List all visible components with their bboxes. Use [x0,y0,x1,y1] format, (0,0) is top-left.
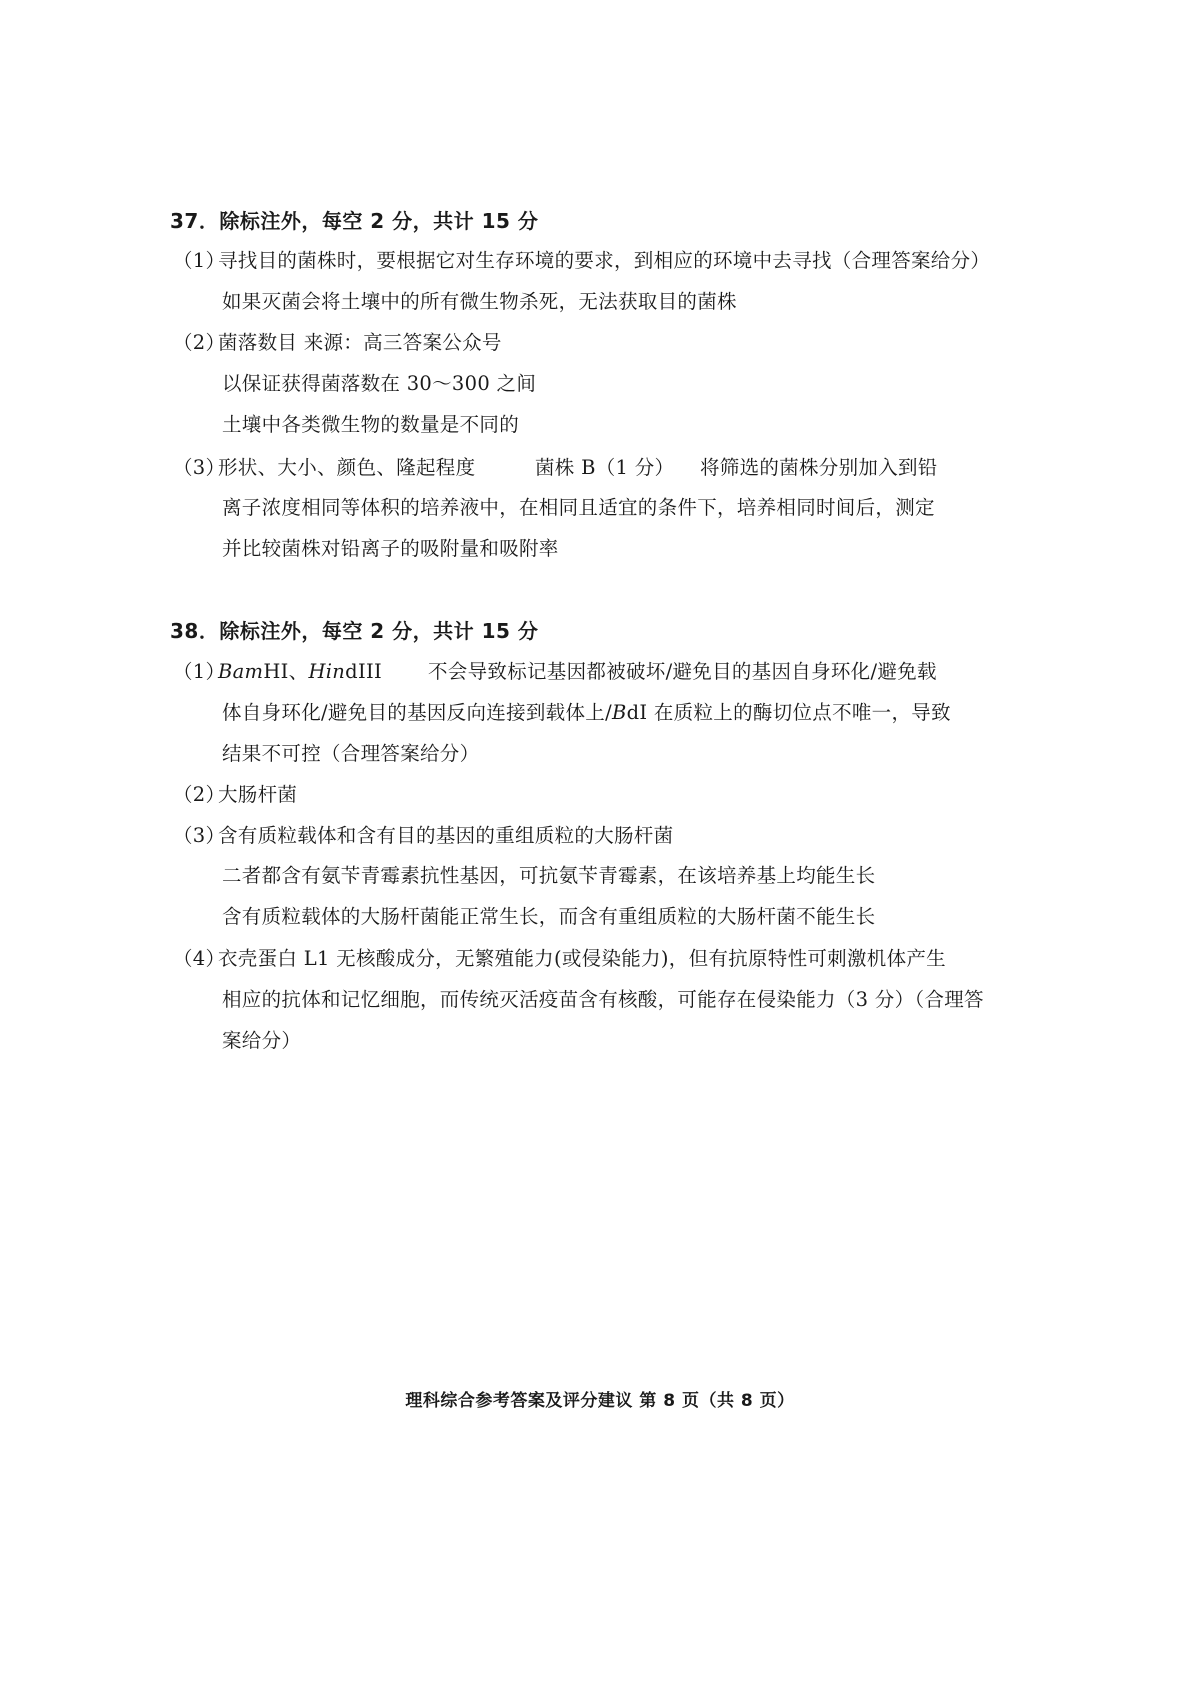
q37-p2-number: （2） [173,331,226,354]
q37-p3-part-b: 菌株 B（1 分） [535,456,675,479]
q38-enzyme2-rest: dIII [345,660,382,683]
q38-p3-line3: 含有质粒载体的大肠杆菌能正常生长，而含有重组质粒的大肠杆菌不能生长 [222,905,876,928]
q37-p1-line2: 如果灭菌会将土壤中的所有微生物杀死，无法获取目的菌株 [222,290,737,313]
q37-p1-line1: 寻找目的菌株时，要根据它对生存环境的要求，到相应的环境中去寻找（合理答案给分） [218,249,991,272]
q38-p3-line2: 二者都含有氨苄青霉素抗性基因，可抗氨苄青霉素，在该培养基上均能生长 [222,864,876,887]
q37-p3-number: （3） [173,456,226,479]
q38-p1-line2-a: 体自身环化/避免目的基因反向连接到载体上/ [222,701,612,724]
q37-heading: 37．除标注外，每空 2 分，共计 15 分 [170,209,539,233]
q38-p3-number: （3） [173,824,226,847]
q38-enzyme1-italic: Bam [218,660,264,683]
q38-p1-line2 [222,697,951,725]
q37-p3-part-c: 将筛选的菌株分别加入到铅 [700,456,938,479]
q37-p3-part-a: 形状、大小、颜色、隆起程度 [218,456,476,479]
q38-p4-line2: 相应的抗体和记忆细胞，而传统灭活疫苗含有核酸，可能存在侵染能力（3 分）（合理答 [222,988,984,1011]
q38-p2-number: （2） [173,783,226,806]
q38-p4-line1: 衣壳蛋白 L1 无核酸成分，无繁殖能力(或侵染能力)，但有抗原特性可刺激机体产生 [218,947,946,970]
q38-p1-line3: 结果不可控（合理答案给分） [222,742,480,765]
q37-p2-line3: 土壤中各类微生物的数量是不同的 [222,413,520,436]
q38-p4-number: （4） [173,947,226,970]
q38-enzyme1-rest: HI、 [263,660,309,683]
page-footer: 理科综合参考答案及评分建议 第 8 页（共 8 页） [405,1391,795,1411]
q38-enzyme2-italic: Hin [308,660,346,683]
q38-p2-line1: 大肠杆菌 [218,783,298,806]
q38-p4-line3: 案给分） [222,1029,302,1052]
q38-p3-line1: 含有质粒载体和含有目的基因的重组质粒的大肠杆菌 [218,824,674,847]
q37-p1-number: （1） [173,249,226,272]
q38-p1-line2-italic: B [611,701,627,724]
q38-p1-part-b: 不会导致标记基因都被破坏/避免目的基因自身环化/避免载 [428,660,937,683]
q38-p1-enzymes [218,656,382,684]
q38-p1-line2-b: dI 在质粒上的酶切位点不唯一，导致 [626,701,951,724]
q37-p3-line3: 并比较菌株对铅离子的吸附量和吸附率 [222,537,559,560]
q37-p3-line2: 离子浓度相同等体积的培养液中，在相同且适宜的条件下，培养相同时间后，测定 [222,496,935,519]
q38-heading: 38．除标注外，每空 2 分，共计 15 分 [170,619,539,643]
q38-p1-number: （1） [173,660,226,683]
q37-p2-line1: 菌落数目 来源：高三答案公众号 [218,331,502,354]
q37-p2-line2: 以保证获得菌落数在 30～300 之间 [222,372,537,395]
